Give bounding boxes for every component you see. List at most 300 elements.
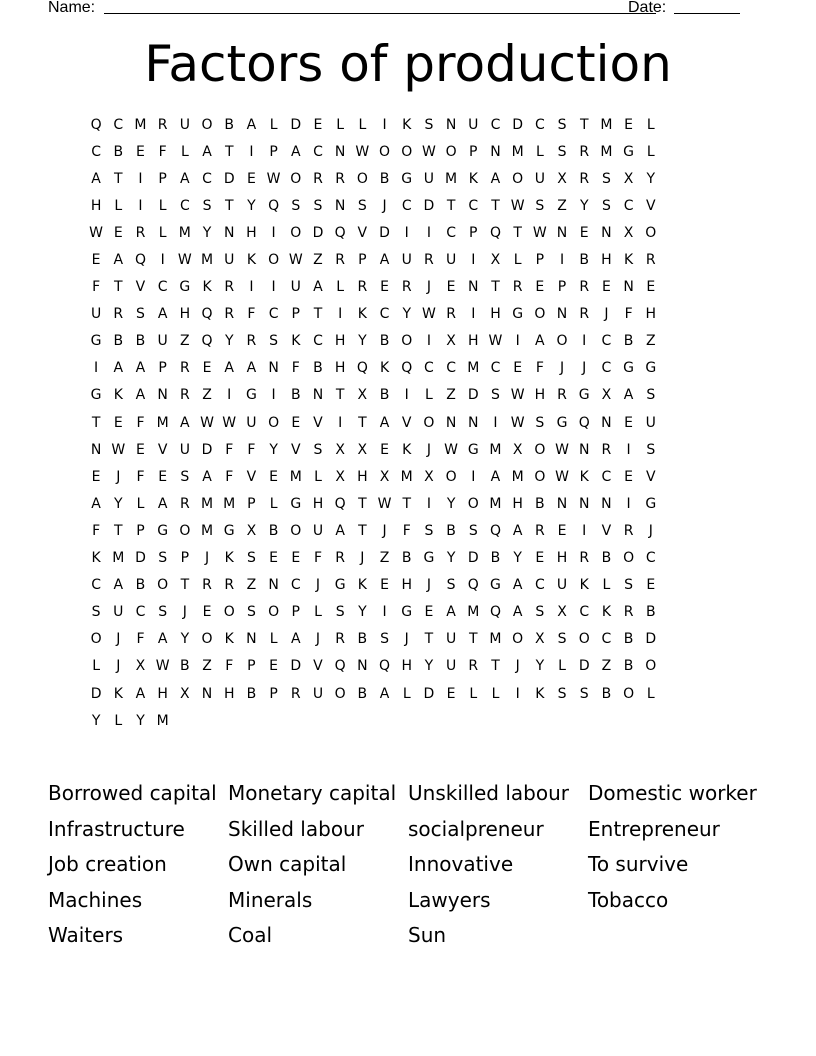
grid-letter: S: [313, 441, 323, 458]
grid-letter: L: [358, 116, 367, 133]
date-blank-line[interactable]: [674, 13, 740, 14]
grid-letter: L: [491, 685, 500, 702]
grid-letter: C: [424, 360, 434, 377]
grid-letter: W: [377, 495, 392, 512]
grid-letter: Y: [446, 550, 456, 567]
date-label: Date:: [628, 0, 667, 16]
grid-letter: U: [179, 116, 190, 133]
grid-letter: F: [247, 441, 256, 458]
grid-letter: J: [315, 577, 321, 594]
grid-letter: W: [510, 197, 525, 214]
grid-letter: D: [423, 197, 435, 214]
grid-letter: B: [601, 550, 612, 567]
grid-letter: T: [491, 658, 500, 675]
grid-letter: E: [136, 143, 145, 160]
grid-letter: M: [156, 414, 169, 431]
grid-letter: K: [379, 360, 390, 377]
word-bank-item: Unskilled labour: [408, 781, 569, 805]
grid-letter: A: [113, 360, 124, 377]
grid-letter: U: [645, 414, 656, 431]
grid-letter: S: [269, 333, 279, 350]
grid-letter: J: [559, 360, 565, 377]
grid-letter: E: [624, 468, 634, 485]
grid-letter: R: [224, 306, 235, 323]
grid-letter: B: [379, 333, 390, 350]
grid-letter: I: [515, 333, 520, 350]
grid-letter: M: [489, 441, 502, 458]
grid-letter: J: [582, 360, 587, 377]
grid-letter: Q: [379, 658, 391, 675]
page-title: Factors of production: [144, 35, 672, 93]
grid-letter: Z: [246, 577, 257, 594]
grid-letter: C: [601, 333, 612, 350]
word-bank-item: Entrepreneur: [588, 816, 720, 841]
grid-letter: S: [624, 577, 634, 594]
grid-letter: S: [557, 143, 567, 160]
grid-letter: O: [645, 658, 657, 675]
grid-letter: M: [134, 116, 147, 133]
word-bank-item: Borrowed capital: [48, 781, 217, 805]
grid-letter: R: [335, 252, 346, 269]
grid-letter: A: [379, 685, 390, 702]
grid-letter: R: [179, 495, 190, 512]
grid-letter: D: [201, 441, 213, 458]
grid-letter: P: [291, 604, 300, 621]
grid-letter: I: [138, 170, 143, 187]
grid-letter: A: [135, 360, 146, 377]
grid-letter: K: [402, 441, 412, 458]
grid-letter: T: [180, 577, 190, 594]
grid-letter: O: [268, 604, 280, 621]
grid-letter: N: [468, 414, 479, 431]
grid-letter: Y: [202, 224, 212, 241]
grid-letter: C: [157, 279, 168, 296]
grid-letter: C: [179, 197, 190, 214]
grid-letter: W: [510, 414, 525, 431]
grid-letter: J: [648, 522, 653, 539]
grid-letter: S: [380, 631, 389, 648]
grid-letter: K: [579, 577, 589, 594]
grid-letter: Q: [201, 306, 213, 323]
grid-letter: A: [446, 604, 456, 621]
grid-letter: O: [512, 170, 524, 187]
grid-letter: E: [91, 468, 101, 485]
grid-letter: R: [224, 577, 235, 594]
grid-letter: M: [489, 631, 502, 648]
grid-letter: S: [535, 197, 545, 214]
grid-letter: W: [488, 333, 503, 350]
grid-letter: R: [224, 279, 235, 296]
grid-letter: D: [290, 116, 302, 133]
grid-letter: X: [535, 631, 545, 648]
grid-letter: B: [490, 550, 501, 567]
grid-letter: E: [246, 170, 256, 187]
grid-letter: H: [556, 550, 568, 567]
grid-letter: L: [336, 279, 345, 296]
grid-letter: Z: [446, 387, 456, 404]
grid-letter: X: [623, 224, 634, 241]
grid-letter: D: [379, 224, 390, 241]
grid-letter: C: [91, 143, 101, 160]
grid-letter: R: [113, 306, 124, 323]
grid-letter: A: [157, 306, 168, 323]
grid-letter: J: [426, 279, 431, 296]
grid-letter: O: [290, 170, 302, 187]
grid-letter: Y: [91, 712, 101, 729]
grid-letter: L: [646, 143, 655, 160]
grid-letter: E: [513, 360, 523, 377]
grid-letter: J: [182, 604, 187, 621]
word-bank-item: Sun: [408, 923, 447, 947]
grid-letter: W: [355, 143, 370, 160]
grid-letter: P: [158, 170, 167, 187]
grid-letter: C: [645, 550, 656, 567]
grid-letter: G: [623, 143, 635, 160]
grid-letter: C: [202, 170, 212, 187]
grid-letter: Y: [180, 631, 190, 648]
grid-letter: W: [555, 441, 569, 458]
grid-letter: G: [157, 522, 169, 539]
grid-letter: M: [600, 116, 613, 133]
grid-letter: U: [224, 252, 235, 269]
grid-letter: I: [493, 414, 498, 431]
grid-letter: I: [426, 495, 431, 512]
word-bank-item: Waiters: [48, 923, 124, 947]
grid-letter: M: [178, 224, 191, 241]
grid-letter: C: [579, 604, 590, 621]
grid-letter: R: [623, 604, 634, 621]
grid-letter: G: [90, 333, 102, 350]
grid-letter: C: [601, 360, 612, 377]
grid-letter: H: [490, 306, 501, 323]
grid-letter: G: [645, 495, 657, 512]
grid-letter: W: [555, 468, 569, 485]
grid-letter: U: [312, 685, 324, 702]
grid-letter: C: [313, 143, 323, 160]
grid-letter: W: [200, 414, 214, 431]
grid-letter: T: [358, 522, 367, 539]
grid-letter: L: [602, 577, 611, 594]
grid-letter: C: [623, 197, 634, 214]
grid-letter: I: [271, 224, 276, 241]
word-bank-item: Job creation: [48, 852, 167, 876]
grid-letter: R: [645, 252, 656, 269]
grid-letter: E: [446, 279, 456, 296]
grid-letter: A: [512, 604, 523, 621]
grid-letter: H: [357, 468, 368, 485]
grid-letter: U: [401, 252, 412, 269]
grid-letter: S: [246, 604, 256, 621]
grid-letter: G: [556, 414, 568, 431]
grid-letter: R: [557, 387, 567, 404]
grid-letter: C: [534, 577, 545, 594]
grid-letter: N: [601, 224, 612, 241]
grid-letter: N: [223, 224, 235, 241]
grid-letter: H: [157, 685, 168, 702]
grid-letter: B: [290, 387, 301, 404]
grid-letter: S: [468, 522, 478, 539]
grid-letter: D: [578, 658, 590, 675]
grid-letter: Q: [401, 360, 413, 377]
grid-letter: E: [624, 414, 634, 431]
grid-letter: V: [313, 414, 323, 431]
grid-letter: R: [335, 170, 346, 187]
grid-letter: P: [291, 306, 300, 323]
grid-letter: A: [512, 577, 523, 594]
grid-letter: R: [357, 279, 368, 296]
grid-letter: I: [471, 252, 476, 269]
grid-letter: F: [225, 658, 234, 675]
grid-letter: G: [90, 387, 102, 404]
grid-letter: X: [357, 387, 368, 404]
grid-letter: N: [334, 197, 346, 214]
grid-letter: L: [158, 197, 167, 214]
grid-letter: E: [113, 224, 123, 241]
grid-letter: G: [512, 306, 524, 323]
grid-letter: B: [180, 658, 190, 675]
grid-letter: T: [491, 197, 500, 214]
grid-letter: O: [223, 604, 235, 621]
grid-letter: S: [446, 577, 456, 594]
grid-letter: Y: [646, 170, 656, 187]
grid-letter: Q: [467, 577, 479, 594]
grid-letter: A: [157, 631, 168, 648]
grid-letter: U: [246, 414, 257, 431]
grid-letter: M: [200, 522, 214, 539]
grid-letter: O: [645, 224, 657, 241]
grid-letter: K: [357, 306, 367, 323]
grid-letter: E: [269, 550, 279, 567]
word-bank-item: Domestic worker: [588, 781, 757, 805]
grid-letter: L: [136, 495, 145, 512]
grid-letter: S: [158, 550, 168, 567]
grid-letter: K: [202, 279, 212, 296]
grid-letter: Q: [334, 495, 346, 512]
grid-letter: H: [601, 252, 612, 269]
grid-letter: C: [468, 197, 479, 214]
grid-letter: M: [400, 468, 413, 485]
grid-letter: H: [512, 495, 523, 512]
grid-letter: F: [247, 306, 256, 323]
grid-letter: N: [556, 306, 568, 323]
grid-letter: V: [246, 468, 257, 485]
grid-letter: R: [335, 550, 346, 567]
grid-letter: R: [579, 550, 590, 567]
grid-letter: S: [424, 116, 434, 133]
grid-letter: V: [135, 279, 146, 296]
grid-letter: C: [91, 577, 101, 594]
grid-letter: E: [291, 550, 301, 567]
grid-letter: K: [535, 685, 545, 702]
grid-letter: T: [513, 224, 522, 241]
grid-letter: U: [179, 441, 190, 458]
grid-letter: Q: [334, 224, 346, 241]
grid-letter: W: [89, 224, 104, 241]
grid-letter: S: [646, 441, 656, 458]
grid-letter: L: [646, 116, 655, 133]
grid-letter: S: [535, 414, 545, 431]
grid-letter: B: [601, 685, 612, 702]
grid-letter: S: [291, 197, 301, 214]
grid-letter: I: [249, 143, 254, 160]
grid-letter: E: [601, 279, 611, 296]
grid-letter: A: [113, 577, 124, 594]
grid-letter: I: [582, 522, 587, 539]
grid-letter: K: [224, 550, 234, 567]
grid-letter: I: [559, 252, 565, 269]
grid-letter: M: [467, 604, 480, 621]
grid-letter: E: [202, 604, 212, 621]
grid-letter: U: [534, 170, 545, 187]
word-bank-item: Own capital: [228, 852, 347, 876]
grid-letter: Y: [579, 197, 589, 214]
grid-letter: I: [404, 224, 409, 241]
grid-letter: B: [623, 333, 634, 350]
grid-letter: Y: [424, 658, 434, 675]
grid-letter: S: [491, 387, 500, 404]
grid-letter: U: [113, 604, 124, 621]
grid-letter: M: [600, 143, 613, 160]
grid-letter: J: [116, 631, 121, 648]
grid-letter: E: [158, 468, 168, 485]
grid-letter: C: [490, 360, 501, 377]
grid-letter: K: [91, 550, 101, 567]
grid-letter: Q: [489, 224, 501, 241]
word-bank: [48, 778, 808, 956]
grid-letter: I: [271, 279, 276, 296]
grid-letter: F: [624, 306, 633, 323]
grid-letter: O: [401, 143, 413, 160]
grid-letter: Y: [136, 712, 145, 729]
grid-letter: T: [579, 116, 589, 133]
grid-letter: N: [268, 360, 279, 377]
grid-letter: V: [290, 441, 301, 458]
grid-letter: Q: [489, 522, 501, 539]
grid-letter: E: [446, 685, 456, 702]
grid-letter: E: [380, 577, 389, 594]
grid-letter: U: [445, 252, 457, 269]
grid-letter: K: [113, 685, 123, 702]
grid-letter: L: [314, 604, 322, 621]
grid-letter: L: [336, 116, 345, 133]
grid-letter: P: [269, 685, 278, 702]
grid-letter: Q: [578, 414, 590, 431]
grid-letter: G: [223, 522, 235, 539]
grid-letter: Q: [201, 333, 213, 350]
grid-letter: N: [556, 224, 568, 241]
grid-letter: B: [623, 658, 634, 675]
grid-letter: E: [380, 279, 389, 296]
grid-letter: C: [313, 333, 323, 350]
word-bank-item: Lawyers: [408, 887, 491, 912]
grid-letter: U: [423, 170, 435, 187]
grid-letter: O: [445, 143, 457, 160]
grid-letter: Y: [358, 604, 367, 621]
grid-letter: R: [135, 224, 146, 241]
worksheet-header: [48, 0, 748, 19]
grid-letter: O: [623, 550, 635, 567]
grid-letter: I: [138, 197, 143, 214]
grid-letter: I: [626, 495, 631, 512]
grid-letter: G: [490, 577, 501, 594]
grid-letter: O: [179, 522, 191, 539]
grid-letter: E: [557, 522, 567, 539]
grid-letter: S: [313, 197, 323, 214]
grid-letter: F: [291, 360, 300, 377]
grid-letter: A: [135, 685, 146, 702]
grid-letter: Q: [334, 658, 346, 675]
grid-letter: K: [624, 252, 634, 269]
grid-letter: T: [224, 143, 234, 160]
grid-letter: M: [511, 468, 524, 485]
grid-letter: B: [446, 522, 456, 539]
grid-letter: A: [135, 387, 146, 404]
grid-letter: B: [246, 685, 257, 702]
grid-letter: W: [444, 441, 459, 458]
grid-letter: H: [312, 495, 324, 512]
grid-letter: K: [468, 170, 478, 187]
grid-letter: R: [179, 360, 190, 377]
grid-letter: T: [335, 387, 345, 404]
name-blank-line[interactable]: [104, 13, 656, 14]
grid-letter: S: [424, 522, 434, 539]
grid-letter: H: [468, 333, 479, 350]
grid-letter: O: [423, 414, 435, 431]
grid-letter: G: [423, 550, 435, 567]
grid-letter: P: [469, 143, 478, 160]
grid-letter: U: [556, 577, 568, 594]
grid-letter: Z: [313, 252, 323, 269]
grid-letter: O: [512, 631, 524, 648]
grid-letter: R: [579, 143, 590, 160]
grid-letter: N: [357, 658, 368, 675]
word-bank-item: Minerals: [228, 887, 313, 912]
grid-letter: P: [158, 360, 167, 377]
grid-letter: A: [379, 414, 390, 431]
grid-letter: H: [401, 658, 412, 675]
grid-letter: B: [268, 522, 279, 539]
word-bank-item: Coal: [228, 923, 273, 947]
grid-letter: X: [490, 252, 501, 269]
grid-letter: C: [446, 360, 456, 377]
grid-letter: S: [136, 306, 145, 323]
grid-letter: N: [445, 414, 457, 431]
grid-letter: L: [314, 468, 322, 485]
grid-letter: X: [446, 333, 456, 350]
grid-letter: P: [269, 143, 278, 160]
grid-letter: R: [335, 631, 346, 648]
grid-letter: E: [313, 116, 323, 133]
grid-letter: C: [113, 116, 124, 133]
grid-letter: X: [623, 170, 634, 187]
grid-letter: O: [534, 468, 546, 485]
grid-letter: W: [288, 252, 303, 269]
grid-letter: L: [513, 252, 522, 269]
grid-letter: I: [471, 306, 476, 323]
grid-letter: Y: [535, 658, 545, 675]
grid-letter: N: [578, 441, 590, 458]
grid-letter: L: [535, 143, 544, 160]
grid-letter: N: [578, 495, 590, 512]
grid-letter: C: [290, 577, 301, 594]
grid-letter: U: [445, 631, 457, 648]
grid-letter: L: [114, 712, 123, 729]
grid-letter: J: [604, 306, 609, 323]
grid-letter: L: [646, 685, 655, 702]
grid-letter: O: [157, 577, 169, 594]
grid-letter: F: [225, 468, 234, 485]
grid-letter: T: [424, 631, 434, 648]
